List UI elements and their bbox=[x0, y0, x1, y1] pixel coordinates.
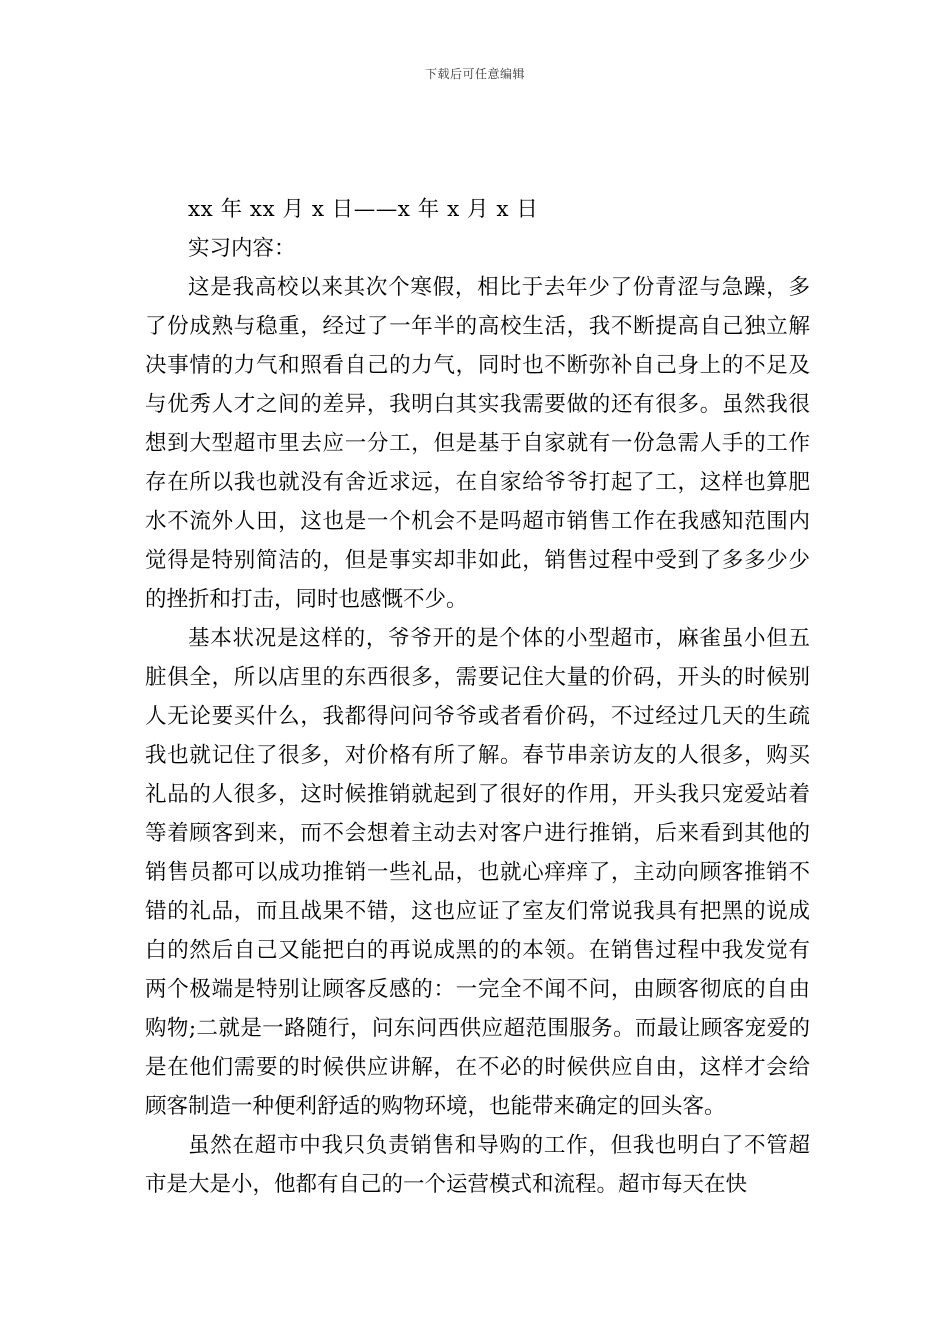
document-body bbox=[145, 190, 810, 1204]
header-note: 下载后可任意编辑 bbox=[424, 67, 525, 81]
date-range: xx 年 xx 月 x 日——x 年 x 月 x 日 bbox=[188, 197, 539, 222]
paragraph-1: 这是我高校以来其次个寒假，相比于去年少了份青涩与急躁，多了份成熟与稳重，经过了一年半的高校生活，我不断提高自己独立解决事情的力气和照看自己的力气，同时也不断弥补自己身上的不足及与优秀人才之间的差异，我明白其实我需要做的还有很多。虽然我很想到大型超市里去应一分工，但是基于自家就有一份急需人手的工作存在所以我也就没有舍近求远，在自家给爷爷打起了工，这样也算肥水不流外人田，这也是一个机会不是吗超市销售工作在我感知范围内觉得是特别简洁的，但是事实却非如此，销售过程中受到了多多少少的挫折和打击，同时也感慨不少。 bbox=[145, 275, 810, 612]
paragraph-3: 虽然在超市中我只负责销售和导购的工作，但我也明白了不管超市是大是小，他都有自己的一个运营模式和流程。超市每天在快 bbox=[145, 1133, 810, 1197]
paragraph-2: 基本状况是这样的，爷爷开的是个体的小型超市，麻雀虽小但五脏俱全，所以店里的东西很多，需要记住大量的价码，开头的时候别人无论要买什么，我都得问问爷爷或者看价码，不过经过几天的生疏我也就记住了很多，对价格有所了解。春节串亲访友的人很多，购买礼品的人很多，这时候推销就起到了很好的作用，开头我只宠爱站着等着顾客到来，而不会想着主动去对客户进行推销，后来看到其他的销售员都可以成功推销一些礼品，也就心痒痒了，主动向顾客推销不错的礼品，而且战果不错，这也应证了室友们常说我具有把黑的说成白的然后自己又能把白的再说成黑的的本领。在销售过程中我发觉有两个极端是特别让顾客反感的：一完全不闻不问，由顾客彻底的自由购物;二就是一路随行，问东问西供应超范围服务。而最让顾客宠爱的是在他们需要的时候供应讲解，在不必的时候供应自由，这样才会给顾客制造一种便利舒适的购物环境，也能带来确定的回头客。 bbox=[145, 626, 810, 1119]
section-label: 实习内容： bbox=[188, 236, 296, 261]
